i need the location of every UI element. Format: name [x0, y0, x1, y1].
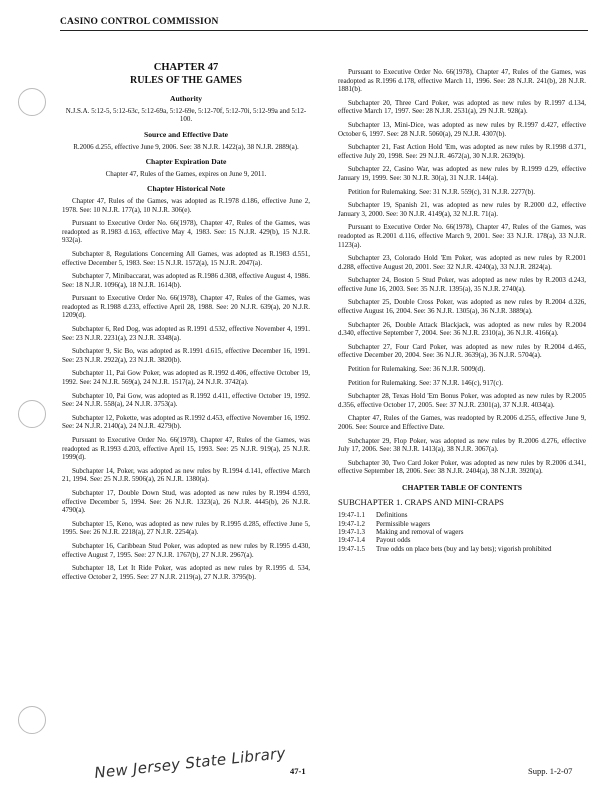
section-number: 19:47-1.1 [338, 511, 366, 520]
toc-entry[interactable] [338, 511, 586, 519]
history-paragraph: Pursuant to Executive Order No. 66(1978), Chapter 47, Rules of the Games, was readopted as R.1993 d.203, effective April 15, 1993. See: 25 N.J.R. 919(a), 25 N.J.R. 1999(d). [62, 436, 310, 462]
history-paragraph: Subchapter 7, Minibaccarat, was adopted as R.1986 d.308, effective August 4, 1986. See: 18 N.J.R. 1096(a), 18 N.J.R. 1614(b). [62, 272, 310, 289]
history-paragraph: Subchapter 9, Sic Bo, was adopted as R.1991 d.615, effective December 16, 1991. See: 23 N.J.R. 2922(a), 23 N.J.R. 3820(b). [62, 347, 310, 364]
history-paragraph: Subchapter 21, Fast Action Hold 'Em, was adopted as new rules by R.1998 d.371, effective July 20, 1998. See: 29 N.J.R. 4672(a), 30 N.J.R. 2639(b). [338, 143, 586, 160]
history-notes-continued [338, 68, 586, 476]
history-notes [62, 197, 310, 581]
section-number: 19:47-1.4 [338, 536, 366, 545]
history-paragraph: Pursuant to Executive Order No. 66(1978), Chapter 47, Rules of the Games, was readopted as R.1988 d.233, effective April 28, 1988. See: 20 N.J.R. 639(a), 20 N.J.R. 1209(d). [62, 294, 310, 320]
running-header: CASINO CONTROL COMMISSION [60, 17, 588, 31]
history-paragraph: Subchapter 12, Pokette, was adopted as R.1992 d.453, effective November 16, 1992. See: 24 N.J.R. 2140(a), 24 N.J.R. 4279(b). [62, 413, 310, 431]
history-paragraph: Subchapter 20, Three Card Poker, was adopted as new rules by R.1997 d.134, effective March 17, 1997. See: 28 N.J.R. 2531(a), 29 N.J.R. 928(a). [338, 98, 586, 116]
source-text: R.2006 d.255, effective June 9, 2006. See: 38 N.J.R. 1422(a), 38 N.J.R. 2889(a). [73, 142, 299, 151]
section-title: True odds on place bets (buy and lay bets); vigorish prohibited [376, 544, 552, 553]
section-title: Making and removal of wagers [376, 527, 464, 536]
history-paragraph: Petition for Rulemaking. See: 31 N.J.R. 559(c), 31 N.J.R. 2277(b). [348, 187, 536, 196]
history-paragraph: Subchapter 25, Double Cross Poker, was adopted as new rules by R.2004 d.326, effective August 16, 2004. See: 36 N.J.R. 1305(a), 36 N.J.R. 3889(a). [338, 298, 586, 316]
history-paragraph: Subchapter 27, Four Card Poker, was adopted as new rules by R.2004 d.465, effective December 20, 2004. See: 36 N.J.R. 3639(a), 36 N.J.R. 5704(a). [338, 342, 586, 360]
subchapter-title: SUBCHAPTER 1. CRAPS AND MINI-CRAPS [338, 496, 504, 507]
history-paragraph: Subchapter 11, Pai Gow Poker, was adopted as R.1992 d.406, effective October 19, 1992. See: 24 N.J.R. 569(a), 24 N.J.R. 1517(a), 24 N.J.R. 3742(a). [62, 369, 310, 387]
punch-hole [18, 88, 46, 116]
history-paragraph: Subchapter 14, Poker, was adopted as new rules by R.1994 d.141, effective March 21, 1994. See: 25 N.J.R. 5906(a), 26 N.J.R. 1380(a). [62, 466, 310, 484]
left-column [62, 62, 310, 586]
section-title: Permissible wagers [376, 519, 431, 528]
history-paragraph: Pursuant to Executive Order No. 66(1978), Chapter 47, Rules of the Games, was readopted as R.2001 d.116, effective March 9, 2001. See: 33 N.J.R. 178(a), 33 N.J.R. 1123(a). [338, 223, 586, 249]
punch-hole [18, 706, 46, 734]
history-paragraph: Pursuant to Executive Order No. 66(1978), Chapter 47, Rules of the Games, was readopted as R.1983 d.163, effective May 4, 1983. See: 15 N.J.R. 429(b), 15 N.J.R. 932(a). [62, 219, 310, 245]
history-paragraph: Subchapter 19, Spanish 21, was adopted as new rules by R.2000 d.2, effective January 3, 2000. See: 30 N.J.R. 4149(a), 32 N.J.R. 71(a). [338, 201, 586, 218]
history-paragraph: Subchapter 22, Casino War, was adopted as new rules by R.1999 d.29, effective January 19, 1999. See: 30 N.J.R. 30(a), 31 N.J.R. 144(a). [338, 165, 586, 182]
history-paragraph: Subchapter 17, Double Down Stud, was adopted as new rules by R.1994 d.593, effective December 5, 1994. See: 26 N.J.R. 1323(a), 26 N.J.R. 4445(b), 26 N.J.R. 4790(a). [62, 488, 310, 515]
chapter-title: RULES OF THE GAMES [130, 74, 242, 86]
expiration-heading: Chapter Expiration Date [145, 157, 227, 167]
history-paragraph: Subchapter 28, Texas Hold 'Em Bonus Poker, was adopted as new rules by R.2005 d.356, effective October 17, 2005. See: 37 N.J.R. 2301(a), 37 N.J.R. 4034(a). [338, 392, 586, 409]
authority-text: N.J.S.A. 5:12-5, 5:12-63c, 5:12-69a, 5:12-69e, 5:12-70f, 5:12-70i, 5:12-99a and 5:12-100. [65, 106, 307, 124]
page-number: 47-1 [290, 766, 306, 776]
history-paragraph: Subchapter 16, Caribbean Stud Poker, was adopted as new rules by R.1995 d.430, effective August 7, 1995. See: 27 N.J.R. 1767(b), 27 N.J.R. 2967(a). [62, 541, 310, 559]
chapter-number: CHAPTER 47 [153, 62, 219, 73]
history-paragraph: Petition for Rulemaking. See: 37 N.J.R. 146(c), 917(c). [348, 378, 503, 387]
section-number: 19:47-1.3 [338, 527, 366, 536]
library-stamp: New Jersey State Library [93, 744, 287, 782]
toc-entry[interactable] [338, 545, 586, 553]
history-paragraph: Subchapter 6, Red Dog, was adopted as R.1991 d.532, effective November 4, 1991. See: 23 N.J.R. 2231(a), 23 N.J.R. 3348(a). [62, 325, 310, 342]
toc-entry[interactable] [338, 536, 586, 544]
history-paragraph: Subchapter 26, Double Attack Blackjack, was adopted as new rules by R.2004 d.340, effective September 7, 2004. See: 36 N.J.R. 2310(a), 36 N.J.R. 4166(a). [338, 320, 586, 338]
source-heading: Source and Effective Date [143, 129, 228, 139]
history-paragraph: Subchapter 29, Flop Poker, was adopted as new rules by R.2006 d.276, effective July 17, 2006. See: 38 N.J.R. 1413(a), 38 N.J.R. 3067(a). [338, 436, 586, 454]
history-paragraph: Pursuant to Executive Order No. 66(1978), Chapter 47, Rules of the Games, was readopted as R.1996 d.178, effective March 11, 1996. See: 28 N.J.R. 241(b), 28 N.J.R. 1881(b). [338, 68, 586, 94]
history-paragraph: Chapter 47, Rules of the Games, was readopted by R.2006 d.255, effective June 9, 2006. See: Source and Effective Date. [338, 414, 586, 431]
right-column [338, 68, 586, 553]
section-title: Definitions [376, 511, 408, 520]
history-paragraph: Subchapter 13, Mini-Dice, was adopted as new rules by R.1997 d.427, effective October 6, 1997. See: 28 N.J.R. 5060(a), 29 N.J.R. 4307(b). [338, 120, 586, 138]
history-paragraph: Subchapter 15, Keno, was adopted as new rules by R.1995 d.285, effective June 5, 1995. See: 26 N.J.R. 2218(a), 27 N.J.R. 2254(a). [62, 519, 310, 537]
section-number: 19:47-1.2 [338, 519, 366, 528]
toc-entry[interactable] [338, 520, 586, 528]
toc-heading: CHAPTER TABLE OF CONTENTS [402, 482, 522, 492]
history-paragraph: Subchapter 8, Regulations Concerning All Games, was adopted as R.1983 d.551, effective December 5, 1983. See: 15 N.J.R. 1572(a), 15 N.J.R. 2047(a). [62, 249, 310, 267]
history-paragraph: Subchapter 23, Colorado Hold 'Em Poker, was adopted as new rules by R.2001 d.288, effective August 20, 2001. See: 32 N.J.R. 4240(a), 33 N.J.R. 2824(a). [338, 254, 586, 271]
history-paragraph: Subchapter 24, Boston 5 Stud Poker, was adopted as new rules by R.2003 d.243, effective June 16, 2003. See: 35 N.J.R. 1395(a), 35 N.J.R. 2740(a). [338, 276, 586, 293]
section-number: 19:47-1.5 [338, 544, 366, 553]
expiration-text: Chapter 47, Rules of the Games, expires on June 9, 2011. [105, 169, 267, 178]
history-heading: Chapter Historical Note [147, 184, 225, 194]
section-title: Payout odds [376, 536, 411, 545]
history-paragraph: Petition for Rulemaking. See: 36 N.J.R. 5009(d). [348, 365, 486, 374]
authority-heading: Authority [169, 94, 203, 104]
punch-hole [18, 400, 46, 428]
history-paragraph: Subchapter 30, Two Card Joker Poker, was adopted as new rules by R.2006 d.341, effective September 18, 2006. See: 38 N.J.R. 2404(a), 38 N.J.R. 3920(a). [338, 458, 586, 476]
toc-list [338, 511, 586, 553]
history-paragraph: Subchapter 10, Pai Gow, was adopted as R.1992 d.411, effective October 19, 1992. See: 24 N.J.R. 558(a), 24 N.J.R. 3753(a). [62, 391, 310, 409]
history-paragraph: Subchapter 18, Let It Ride Poker, was adopted as new rules by R.1995 d. 534, effective October 2, 1995. See: 27 N.J.R. 2119(a), 27 N.J.R. 3795(b). [62, 564, 310, 581]
supplement-date: Supp. 1-2-07 [528, 766, 573, 776]
toc-entry[interactable] [338, 528, 586, 536]
history-paragraph: Chapter 47, Rules of the Games, was adopted as R.1978 d.186, effective June 2, 1978. See: 10 N.J.R. 177(a), 10 N.J.R. 306(e). [62, 196, 310, 214]
